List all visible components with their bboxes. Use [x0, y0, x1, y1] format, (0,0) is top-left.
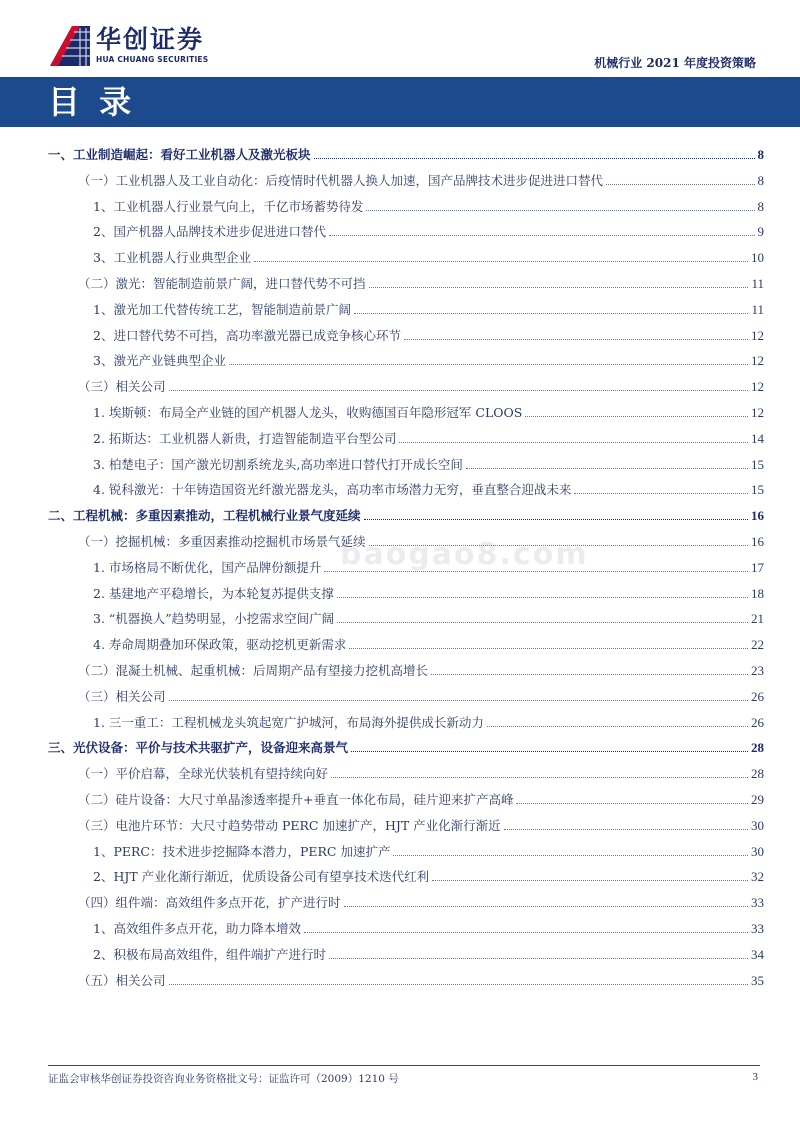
toc-entry-page: 17: [751, 559, 764, 575]
toc-entry[interactable]: [48, 739, 764, 756]
toc-entry-title: 二、工程机械：多重因素推动，工程机械行业景气度延续: [48, 508, 361, 524]
company-logo: [50, 26, 208, 66]
toc-entry-page: 33: [751, 895, 764, 911]
page-title: 目 录: [48, 83, 136, 121]
toc-entry[interactable]: [48, 481, 764, 498]
toc-dot-leader: [525, 416, 748, 417]
footer-license: 证监会审核华创证券投资咨询业务资格批文号：证监许可（2009）1210 号: [48, 1073, 399, 1085]
toc-entry-title: 三、光伏设备：平价与技术共驱扩产，设备迎来高景气: [48, 740, 349, 756]
toc-entry-page: 8: [757, 172, 764, 188]
toc-entry[interactable]: [48, 868, 764, 885]
toc-entry[interactable]: [48, 714, 764, 731]
toc-entry-page: 23: [751, 663, 764, 678]
toc-entry-page: 32: [751, 869, 764, 885]
toc-dot-leader: [364, 519, 748, 520]
toc-dot-leader: [331, 777, 748, 778]
toc-entry[interactable]: [48, 430, 764, 447]
toc-entry[interactable]: [48, 843, 764, 860]
toc-entry-page: 26: [751, 688, 764, 704]
toc-dot-leader: [516, 803, 748, 804]
toc-entry-page: 35: [751, 972, 764, 988]
toc-entry[interactable]: [48, 352, 764, 369]
toc-entry-title: （二）混凝土机械、起重机械：后周期产品有望接力挖机高增长: [78, 663, 429, 678]
toc-entry-title: （三）电池片环节：大尺寸趋势带动 PERC 加速扩产，HJT 产业化渐行渐近: [78, 817, 501, 833]
toc-dot-leader: [606, 184, 754, 185]
toc-entry-title: 1. 市场格局不断优化，国产品牌份额提升: [93, 559, 322, 575]
toc-entry-page: 30: [751, 843, 764, 859]
toc-dot-leader: [169, 700, 748, 701]
toc-entry-page: 15: [751, 456, 764, 472]
toc-entry[interactable]: [48, 249, 764, 266]
toc-dot-leader: [399, 442, 748, 443]
toc-entry-title: 2、HJT 产业化渐行渐近，优质设备公司有望享技术迭代红利: [93, 869, 430, 885]
logo-chinese-name: 华创证券: [96, 25, 205, 54]
toc-entry-title: 一、工业制造崛起：看好工业机器人及激光板块: [48, 147, 311, 162]
toc-entry-page: 26: [751, 714, 764, 730]
toc-entry-page: 12: [751, 353, 764, 369]
toc-entry[interactable]: [48, 688, 764, 705]
toc-entry-title: （三）相关公司: [78, 379, 166, 395]
toc-dot-leader: [466, 468, 748, 469]
toc-dot-leader: [369, 545, 748, 546]
toc-dot-leader: [504, 829, 748, 830]
toc-entry[interactable]: [48, 559, 764, 576]
watermark: baogao8.com: [340, 537, 589, 572]
toc-entry[interactable]: [48, 972, 764, 989]
toc-entry-title: 4. 锐科激光：十年铸造国资光纤激光器龙头，高功率市场潜力无穷，垂直整合迎战未来: [93, 482, 572, 498]
toc-entry[interactable]: [48, 894, 764, 911]
toc-dot-leader: [324, 571, 748, 572]
section-banner: [0, 77, 800, 127]
toc-entry-page: 10: [751, 250, 764, 266]
toc-dot-leader: [404, 339, 748, 340]
toc-entry-page: 22: [751, 637, 764, 653]
toc-entry-title: 2. 基建地产平稳增长，为本轮复苏提供支撑: [93, 585, 334, 601]
toc-dot-leader: [349, 648, 748, 649]
toc-dot-leader: [229, 364, 748, 365]
toc-dot-leader: [344, 906, 748, 907]
toc-entry-title: （一）挖掘机械：多重因素推动挖掘机市场景气延续: [78, 534, 366, 549]
toc-entry-page: 28: [751, 740, 764, 756]
toc-entry[interactable]: [48, 920, 764, 937]
toc-entry[interactable]: [48, 404, 764, 421]
toc-entry-title: （二）激光：智能制造前景广阔，进口替代势不可挡: [78, 276, 366, 291]
toc-dot-leader: [314, 158, 755, 159]
toc-entry[interactable]: [48, 378, 764, 395]
toc-entry-page: 30: [751, 817, 764, 833]
toc-dot-leader: [329, 958, 748, 959]
toc-entry-title: 2、进口替代势不可挡，高功率激光器已成竞争核心环节: [93, 327, 401, 343]
toc-entry-page: 15: [751, 482, 764, 498]
toc-dot-leader: [254, 261, 748, 262]
toc-entry-page: 8: [757, 147, 764, 162]
toc-entry-title: 3、工业机器人行业典型企业: [93, 250, 251, 266]
toc-entry-page: 11: [751, 301, 764, 317]
toc-entry-title: 4. 寿命周期叠加环保政策，驱动挖机更新需求: [93, 637, 347, 653]
toc-entry-title: 2、国产机器人品牌技术进步促进进口替代: [93, 224, 326, 240]
toc-dot-leader: [432, 880, 748, 881]
toc-entry-page: 9: [757, 224, 764, 240]
toc-dot-leader: [304, 932, 748, 933]
toc-dot-leader: [369, 287, 749, 288]
toc-entry[interactable]: [48, 198, 764, 215]
toc-dot-leader: [169, 390, 748, 391]
toc-entry[interactable]: [48, 301, 764, 318]
toc-dot-leader: [393, 855, 748, 856]
toc-entry-page: 12: [751, 379, 764, 395]
toc-entry-title: 1、工业机器人行业景气向上，千亿市场蓄势待发: [93, 198, 364, 214]
toc-entry[interactable]: [48, 585, 764, 602]
toc-entry[interactable]: [48, 765, 764, 782]
toc-dot-leader: [366, 210, 754, 211]
logo-english-name: HUA CHUANG SECURITIES: [96, 55, 209, 64]
toc-entry-page: 14: [751, 430, 764, 446]
toc-entry-page: 11: [751, 276, 764, 291]
toc-entry-page: 28: [751, 766, 764, 782]
toc-entry-title: 3. 柏楚电子：国产激光切割系统龙头,高功率进口替代打开成长空间: [93, 456, 463, 472]
toc-dot-leader: [351, 751, 748, 752]
toc-entry-page: 29: [751, 792, 764, 807]
toc-entry-page: 8: [757, 198, 764, 214]
toc-entry[interactable]: [48, 172, 764, 189]
toc-entry[interactable]: [48, 327, 764, 344]
toc-dot-leader: [487, 726, 748, 727]
toc-entry-title: （一）平价启幕，全球光伏装机有望持续向好: [78, 766, 329, 782]
toc-entry[interactable]: [48, 946, 764, 963]
toc-entry-page: 21: [751, 611, 764, 627]
toc-entry-title: 2、积极布局高效组件，组件端扩产进行时: [93, 946, 326, 962]
toc-entry-title: 1. 埃斯顿：布局全产业链的国产机器人龙头，收购德国百年隐形冠军 CLOOS: [93, 405, 523, 420]
toc-dot-leader: [329, 235, 755, 236]
footer-divider: [48, 1065, 760, 1066]
toc-entry-page: 18: [751, 585, 764, 601]
toc-dot-leader: [169, 984, 748, 985]
toc-entry[interactable]: [48, 791, 764, 808]
toc-dot-leader: [337, 622, 748, 623]
toc-dot-leader: [431, 674, 748, 675]
toc-dot-leader: [574, 493, 748, 494]
toc-entry-page: 12: [751, 405, 764, 420]
toc-entry[interactable]: [48, 275, 764, 292]
toc-entry-page: 34: [751, 946, 764, 962]
toc-entry-title: （五）相关公司: [78, 972, 166, 988]
toc-entry-page: 16: [751, 508, 764, 524]
toc-entry[interactable]: [48, 146, 764, 163]
page-number: 3: [752, 1071, 758, 1083]
toc-entry-title: 1. 三一重工：工程机械龙头筑起宽广护城河，布局海外提供成长新动力: [93, 714, 484, 730]
toc-entry[interactable]: [48, 817, 764, 834]
toc-entry[interactable]: [48, 662, 764, 679]
toc-entry-page: 12: [751, 327, 764, 343]
report-title: 机械行业 2021 年度投资策略: [594, 56, 756, 70]
page-header: [0, 0, 800, 78]
toc-entry[interactable]: [48, 456, 764, 473]
toc-entry-title: 3、激光产业链典型企业: [93, 353, 226, 369]
toc-entry-title: （二）硅片设备：大尺寸单晶渗透率提升+垂直一体化布局，硅片迎来扩产高峰: [78, 792, 514, 807]
toc-entry-title: 2. 拓斯达：工业机器人新贵，打造智能制造平台型公司: [93, 430, 397, 446]
toc-entry[interactable]: [48, 223, 764, 240]
toc-entry[interactable]: [48, 533, 764, 550]
toc-entry-title: 1、激光加工代替传统工艺，智能制造前景广阔: [93, 301, 351, 317]
toc-dot-leader: [337, 597, 748, 598]
toc-entry[interactable]: [48, 507, 764, 524]
toc-entry-page: 16: [751, 534, 764, 549]
toc-entry-title: （四）组件端：高效组件多点开花，扩产进行时: [78, 895, 341, 911]
toc-entry[interactable]: [48, 636, 764, 653]
toc-dot-leader: [354, 313, 749, 314]
toc-entry-title: 1、PERC：技术进步挖掘降本潜力，PERC 加速扩产: [93, 843, 391, 859]
toc-entry-title: （一）工业机器人及工业自动化：后疫情时代机器人换人加速，国产品牌技术进步促进进口替代: [78, 172, 604, 188]
toc-entry[interactable]: [48, 610, 764, 627]
toc-entry-title: （三）相关公司: [78, 688, 166, 704]
toc-entry-page: 33: [751, 921, 764, 936]
toc-entry-title: 1、高效组件多点开花，助力降本增效: [93, 921, 301, 936]
logo-mark-icon: [50, 26, 90, 66]
toc-entry-title: 3. “机器换人”趋势明显，小挖需求空间广阔: [93, 611, 335, 627]
